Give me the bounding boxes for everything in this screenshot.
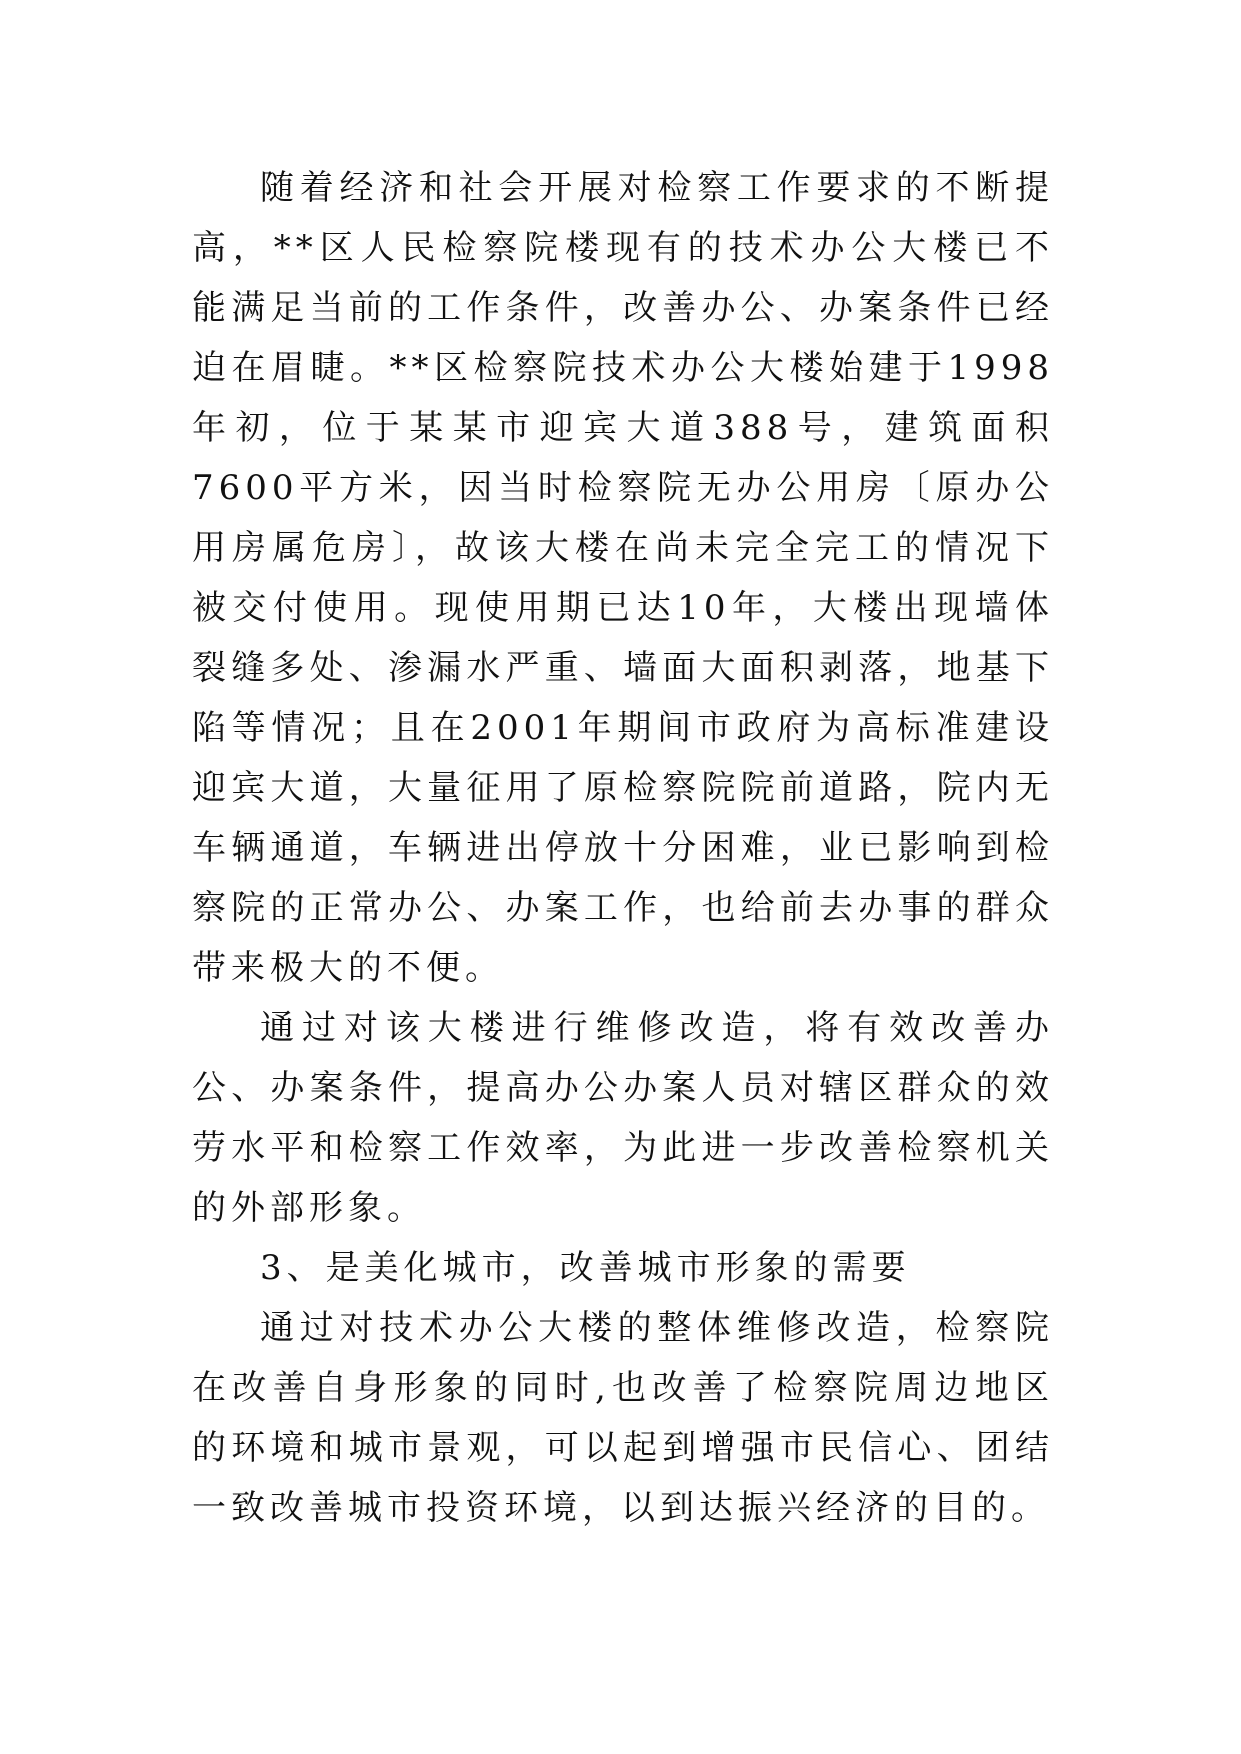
paragraph-city-landscape: 通过对技术办公大楼的整体维修改造，检察院在改善自身形象的同时,也改善了检察院周边地区的环境和城市景观，可以起到增强市民信心、团结一致改善城市投资环境，以到达振兴经济的目的。 xyxy=(192,1308,1054,1528)
document-body xyxy=(192,158,1054,1538)
paragraph-improvement-benefit: 通过对该大楼进行维修改造，将有效改善办公、办案条件，提高办公办案人员对辖区群众的效劳水平和检察工作效率，为此进一步改善检察机关的外部形象。 xyxy=(192,1008,1054,1228)
paragraph-building-condition: 随着经济和社会开展对检察工作要求的不断提高，**区人民检察院楼现有的技术办公大楼已不能满足当前的工作条件，改善办公、办案条件已经迫在眉睫。**区检察院技术办公大楼始建于1998年初，位于某某市迎宾大道388号，建筑面积7600平方米，因当时检察院无办公用房〔原办公用房属危房〕，故该大楼在尚未完全完工的情况下被交付使用。现使用期已达10年，大楼出现墙体裂缝多处、渗漏水严重、墙面大面积剥落，地基下陷等情况；且在2001年期间市政府为高标准建设迎宾大道，大量征用了原检察院院前道路，院内无车辆通道，车辆进出停放十分困难，业已影响到检察院的正常办公、办案工作，也给前去办事的群众带来极大的不便。 xyxy=(192,168,1054,988)
section-heading-city-image: 3、是美化城市，改善城市形象的需要 xyxy=(260,1248,911,1288)
